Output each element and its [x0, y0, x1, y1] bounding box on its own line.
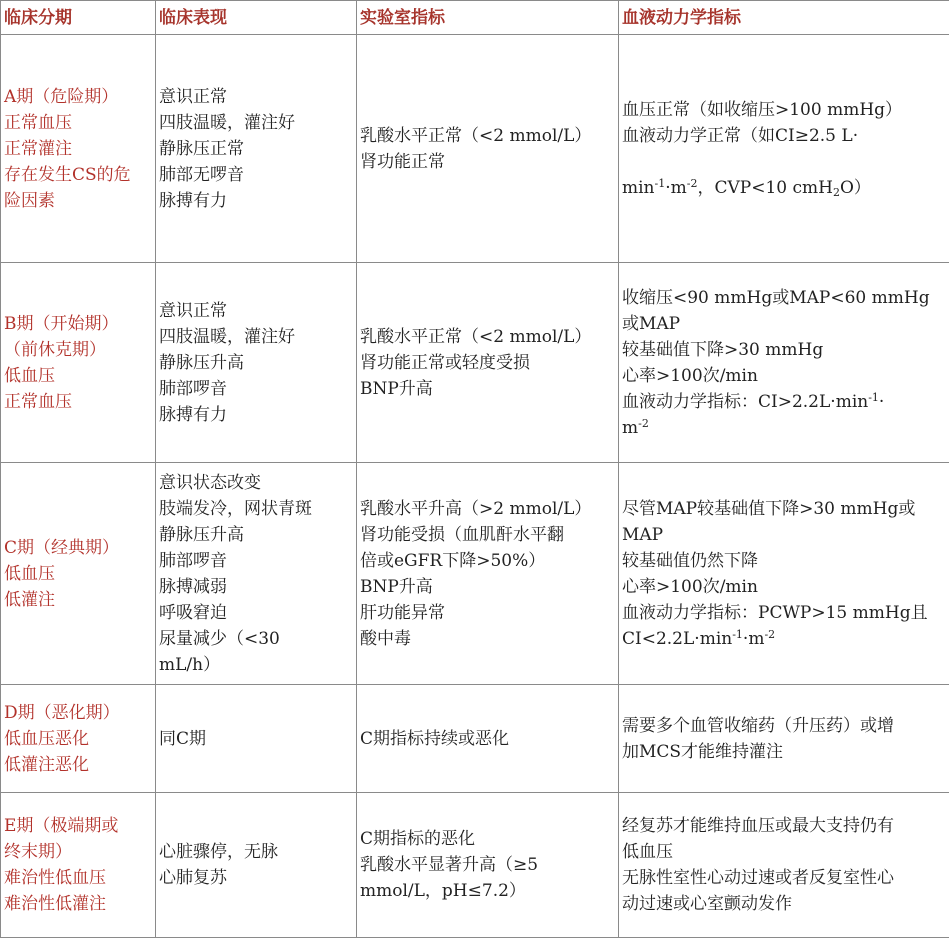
clinical-cell	[156, 35, 357, 263]
lab-line: 酸中毒	[360, 626, 615, 652]
clinical-cell	[156, 263, 357, 463]
hemodynamics-cell	[619, 35, 949, 263]
lab-line: BNP升高	[360, 574, 615, 600]
clinical-cell	[156, 793, 357, 938]
lab-line: 乳酸水平显著升高（≥5	[360, 852, 615, 878]
clinical-line: 肺部啰音	[159, 376, 353, 402]
lab-cell	[357, 685, 619, 793]
stage-line: 险因素	[4, 188, 152, 214]
stage-line: 低灌注恶化	[4, 752, 152, 778]
lab-line: 倍或eGFR下降>50%）	[360, 548, 615, 574]
clinical-line: 脉搏有力	[159, 402, 353, 428]
stage-line: 正常灌注	[4, 136, 152, 162]
clinical-line: 意识状态改变	[159, 470, 353, 496]
clinical-line: 意识正常	[159, 84, 353, 110]
clinical-line: 脉搏减弱	[159, 574, 353, 600]
table-row-stage-b	[1, 263, 949, 463]
stage-cell	[1, 35, 156, 263]
clinical-line: 四肢温暖，灌注好	[159, 110, 353, 136]
hemo-line: 需要多个血管收缩药（升压药）或增	[622, 713, 946, 739]
stage-cell	[1, 685, 156, 793]
clinical-line: mL/h）	[159, 652, 353, 678]
stage-line: B期（开始期）	[4, 311, 152, 337]
hemo-line: 血液动力学指标：PCWP>15 mmHg且	[622, 600, 946, 626]
lab-cell	[357, 35, 619, 263]
header-clinical: 临床表现	[156, 1, 357, 35]
clinical-line: 静脉压升高	[159, 350, 353, 376]
hemodynamics-cell	[619, 793, 949, 938]
clinical-line: 肺部啰音	[159, 548, 353, 574]
table-row-stage-d	[1, 685, 949, 793]
clinical-line: 呼吸窘迫	[159, 600, 353, 626]
clinical-line: 意识正常	[159, 298, 353, 324]
lab-line: C期指标的恶化	[360, 826, 615, 852]
table-row-stage-a	[1, 35, 949, 263]
clinical-line: 同C期	[159, 726, 353, 752]
hemo-line: 尽管MAP较基础值下降>30 mmHg或MAP	[622, 496, 946, 548]
lab-line: 乳酸水平正常（<2 mmol/L）	[360, 324, 615, 350]
hemo-line: 心率>100次/min	[622, 574, 946, 600]
hemodynamics-cell	[619, 463, 949, 685]
table-row-stage-e	[1, 793, 949, 938]
hemo-line: 血压正常（如收缩压>100 mmHg）	[622, 97, 946, 123]
hemodynamics-cell	[619, 685, 949, 793]
clinical-line: 四肢温暖，灌注好	[159, 324, 353, 350]
lab-line: mmol/L，pH≤7.2）	[360, 878, 615, 904]
clinical-cell	[156, 463, 357, 685]
clinical-line: 肺部无啰音	[159, 162, 353, 188]
hemodynamics-cell	[619, 263, 949, 463]
lab-line: 肝功能异常	[360, 600, 615, 626]
clinical-line: 心脏骤停，无脉	[159, 839, 353, 865]
stage-line: 低血压恶化	[4, 726, 152, 752]
stage-line: 终末期）	[4, 839, 152, 865]
clinical-line: 尿量减少（<30	[159, 626, 353, 652]
clinical-line: 脉搏有力	[159, 188, 353, 214]
lab-cell	[357, 793, 619, 938]
lab-line: 肾功能正常	[360, 149, 615, 175]
stage-line: C期（经典期）	[4, 535, 152, 561]
stage-line: 低血压	[4, 363, 152, 389]
hemo-line: $\min^{-1}\cdot m^{-2}$，CVP<10 cmH$_2$O）	[622, 175, 946, 201]
stage-line: 低灌注	[4, 587, 152, 613]
hemo-spacer	[622, 149, 946, 175]
hemo-line: 动过速或心室颤动发作	[622, 891, 946, 917]
header-row	[1, 1, 949, 35]
lab-line: 乳酸水平正常（<2 mmol/L）	[360, 123, 615, 149]
clinical-cell	[156, 685, 357, 793]
hemo-line: 无脉性室性心动过速或者反复室性心	[622, 865, 946, 891]
table-row-stage-c	[1, 463, 949, 685]
stage-line: 低血压	[4, 561, 152, 587]
hemo-line: 心率>100次/min	[622, 363, 946, 389]
hemo-line: 血液动力学指标：$CI>2.2L\cdot\min^{-1}\cdot$	[622, 389, 946, 415]
stage-cell	[1, 793, 156, 938]
hemo-line: 血液动力学正常（如CI≥2.5 L·	[622, 123, 946, 149]
lab-line: C期指标持续或恶化	[360, 726, 615, 752]
clinical-line: 心肺复苏	[159, 865, 353, 891]
stage-line: A期（危险期）	[4, 84, 152, 110]
hemo-line: 较基础值仍然下降	[622, 548, 946, 574]
header-hemodynamics: 血液动力学指标	[619, 1, 949, 35]
clinical-line: 静脉压正常	[159, 136, 353, 162]
hemo-line: $CI<2.2L\cdot\min^{-1}\cdot m^{-2}$	[622, 626, 946, 652]
stage-line: （前休克期）	[4, 337, 152, 363]
stage-line: 难治性低血压	[4, 865, 152, 891]
hemo-line: 低血压	[622, 839, 946, 865]
stage-line: D期（恶化期）	[4, 700, 152, 726]
hemo-line: 收缩压<90 mmHg或MAP<60 mmHg或MAP	[622, 285, 946, 337]
lab-cell	[357, 463, 619, 685]
hemo-line: 较基础值下降>30 mmHg	[622, 337, 946, 363]
hemo-line: 加MCS才能维持灌注	[622, 739, 946, 765]
stage-cell	[1, 263, 156, 463]
lab-line: BNP升高	[360, 376, 615, 402]
lab-cell	[357, 263, 619, 463]
stage-line: E期（极端期或	[4, 813, 152, 839]
stage-line: 难治性低灌注	[4, 891, 152, 917]
clinical-line: 静脉压升高	[159, 522, 353, 548]
clinical-line: 肢端发冷，网状青斑	[159, 496, 353, 522]
hemo-line: 经复苏才能维持血压或最大支持仍有	[622, 813, 946, 839]
stage-line: 正常血压	[4, 389, 152, 415]
header-lab: 实验室指标	[357, 1, 619, 35]
lab-line: 肾功能正常或轻度受损	[360, 350, 615, 376]
hemo-line: $m^{-2}$	[622, 415, 946, 441]
stage-line: 存在发生CS的危	[4, 162, 152, 188]
stage-cell	[1, 463, 156, 685]
header-stage: 临床分期	[1, 1, 156, 35]
stage-line: 正常血压	[4, 110, 152, 136]
lab-line: 乳酸水平升高（>2 mmol/L）	[360, 496, 615, 522]
lab-line: 肾功能受损（血肌酐水平翻	[360, 522, 615, 548]
